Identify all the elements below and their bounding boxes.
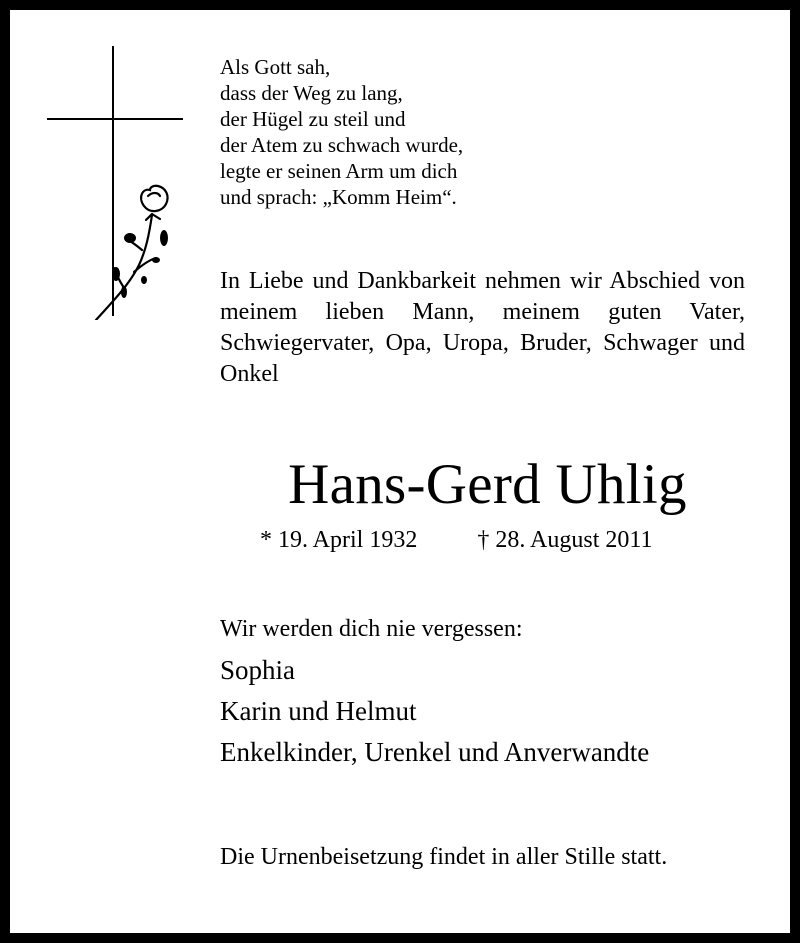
poem-line: Als Gott sah, [220,55,331,79]
poem-line: legte er seinen Arm um dich [220,159,458,183]
birth-date: * 19. April 1932 [260,527,418,553]
mourners-list [220,650,649,773]
rose-icon [94,170,184,320]
death-date: † 28. August 2011 [477,527,653,553]
poem-line: und sprach: „Komm Heim“. [220,185,457,209]
life-dates [260,527,652,554]
poem-line: der Atem zu schwach wurde, [220,133,464,157]
deceased-name: Hans-Gerd Uhlig [288,453,687,516]
intro-paragraph: In Liebe und Dankbarkeit nehmen wir Abschied von meinem lieben Mann, meinem guten Vater, Schwiegervater, Opa, Uropa, Bruder, Schwager und Onkel [220,268,745,387]
mourner: Karin und Helmut [220,696,417,726]
poem-line: der Hügel zu steil und [220,107,406,131]
poem [220,54,463,210]
closing-note: Die Urnenbeisetzung findet in aller Stille statt. [220,844,668,870]
cross-icon-horizontal [47,118,183,120]
mourner: Sophia [220,655,296,685]
mourner: Enkelkinder, Urenkel und Anverwandte [220,737,650,767]
poem-line: dass der Weg zu lang, [220,81,403,105]
mourners-intro: Wir werden dich nie vergessen: [220,616,523,642]
